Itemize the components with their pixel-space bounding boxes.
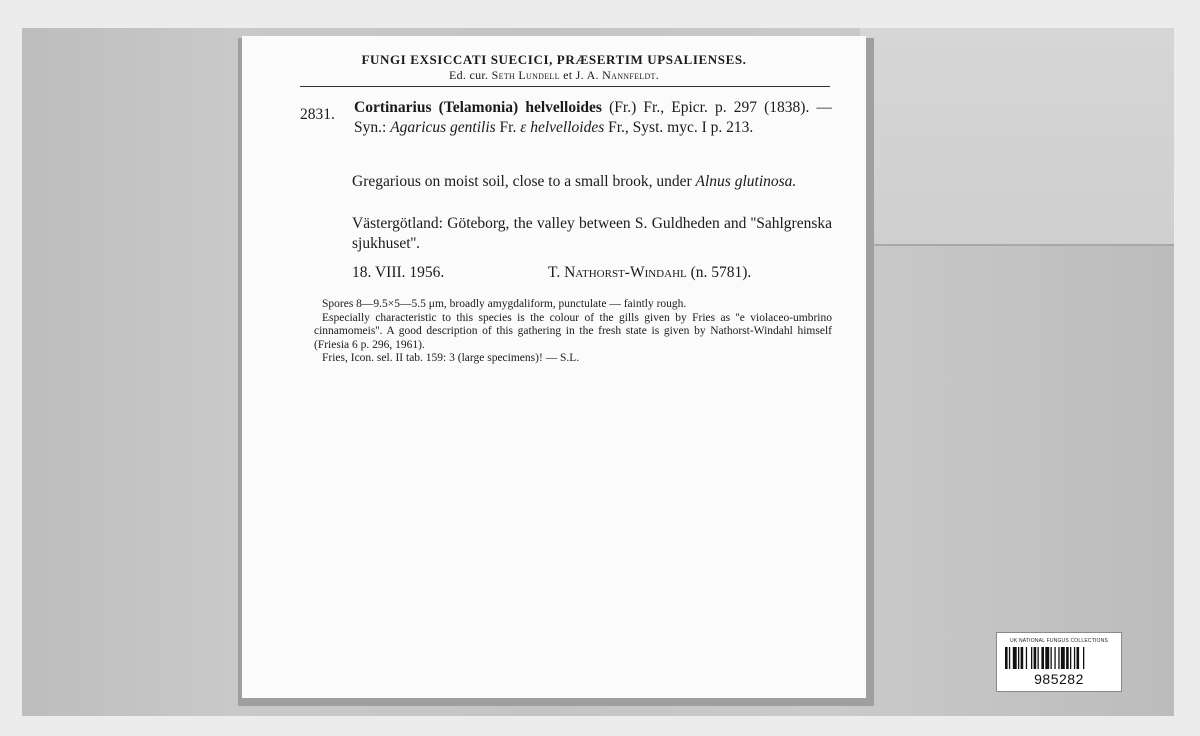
barcode-label: [996, 632, 1122, 692]
barcode-stripe: [1083, 647, 1084, 669]
taxon-name: Cortinarius (Telamonia) helvelloides: [354, 99, 602, 116]
barcode-institution: UK NATIONAL FUNGUS COLLECTIONS: [1010, 638, 1108, 644]
barcode-stripe: [1021, 647, 1024, 669]
collector-name: Nathorst-Windahl: [564, 264, 687, 281]
habitat-host: Alnus glutinosa.: [695, 173, 797, 190]
taxon-entry: [354, 98, 832, 138]
collector-number: (n. 5781).: [686, 264, 752, 281]
folder-flap: [860, 28, 1174, 246]
collection-date: 18. VIII. 1956.: [352, 264, 445, 281]
editors-line: [242, 68, 866, 83]
taxon-authority: (Fr.) Fr., Epicr. p. 297 (1838). — Syn.:: [354, 99, 832, 136]
remark-note: Especially characteristic to this species is the colour of the gills given by Fries as ''e violaceo-umbrino cinnamomeis''. A good description of this gathering in the fresh state is given by Nathorst-Windahl himself (Friesia 6 p. 296, 1961).: [314, 311, 832, 351]
specimen-label: [242, 36, 866, 698]
barcode-stripe: [1041, 647, 1044, 669]
habitat: [352, 172, 832, 192]
barcode-stripe: [1066, 647, 1069, 669]
barcode-stripe: [1009, 647, 1010, 669]
barcode-stripe: [1077, 647, 1080, 669]
barcode-stripe: [1070, 647, 1071, 669]
barcode-stripe: [1058, 647, 1059, 669]
reference-note: Fries, Icon. sel. II tab. 159: 3 (large specimens)! — S.L.: [322, 352, 580, 364]
header-rule: [300, 86, 830, 87]
barcode-stripe: [1045, 647, 1049, 669]
barcode-stripe: [1074, 647, 1075, 669]
synonym-name: Agaricus gentilis: [390, 119, 496, 136]
synonym-variety: ε helvelloides: [520, 119, 605, 136]
barcode-stripe: [1005, 647, 1008, 669]
barcode-stripe: [1061, 647, 1065, 669]
editor-2: Nannfeldt.: [602, 68, 660, 82]
synonym-author: Fr.: [495, 119, 521, 136]
barcode-stripe: [1038, 647, 1039, 669]
synonym-reference: Fr., Syst. myc. I p. 213.: [604, 119, 754, 136]
series-title: FUNGI EXSICCATI SUECICI, PRÆSERTIM UPSALIENSES.: [361, 52, 747, 67]
barcode-stripe: [1051, 647, 1052, 669]
editors-prefix: Ed. cur.: [448, 68, 492, 82]
collector: [548, 264, 751, 282]
barcode-stripe: [1013, 647, 1017, 669]
barcode-bars: [1005, 647, 1113, 669]
barcode-stripe: [1054, 647, 1055, 669]
exsiccata-number: 2831.: [300, 106, 335, 123]
spores-note: Spores 8—9.5×5—5.5 μm, broadly amygdaliform, punctulate — faintly rough.: [322, 298, 687, 310]
barcode-stripe: [1026, 647, 1027, 669]
habitat-text: Gregarious on moist soil, close to a small brook, under: [352, 173, 696, 190]
barcode-stripe: [1018, 647, 1019, 669]
barcode-stripe: [1031, 647, 1032, 669]
collector-initial: T.: [548, 264, 565, 281]
editor-1: Seth Lundell: [491, 68, 560, 82]
notes: [314, 298, 832, 366]
locality: Västergötland: Göteborg, the valley between S. Guldheden and ''Sahlgrenska sjukhuset''.: [352, 215, 832, 252]
barcode-number: 985282: [1034, 671, 1084, 687]
editors-joiner: et J. A.: [559, 68, 603, 82]
barcode-stripe: [1034, 647, 1037, 669]
